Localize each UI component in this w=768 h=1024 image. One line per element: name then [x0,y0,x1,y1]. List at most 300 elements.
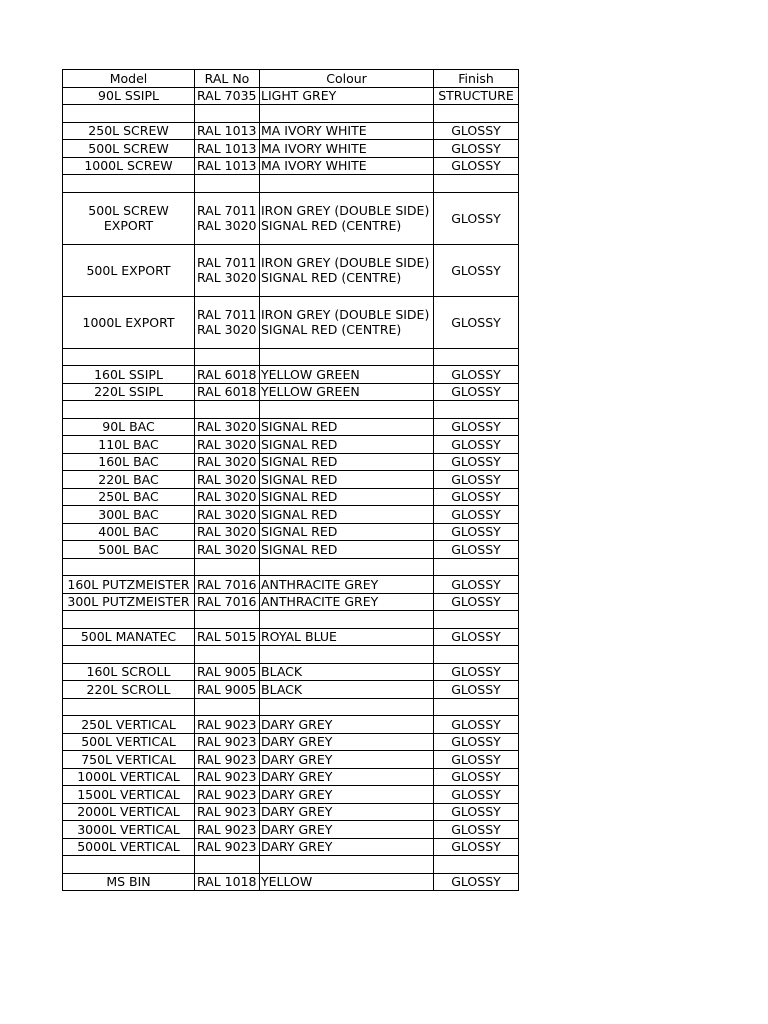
model-cell [63,558,195,576]
colour-cell [260,401,434,419]
colour-cell [260,418,434,436]
colour-cell-line: DARY GREY [261,804,333,820]
table-row [63,576,519,594]
ral-no-cell [195,366,260,384]
table-row [63,821,519,839]
table-row [63,366,519,384]
ral-no-cell-line: RAL 3020 [197,471,257,487]
model-cell [63,105,195,123]
model-cell-line: MS BIN [106,874,151,890]
model-cell [63,383,195,401]
ral-no-cell [195,786,260,804]
colour-cell [260,786,434,804]
colour-cell-line: DARY GREY [261,716,333,732]
ral-no-cell [195,488,260,506]
ral-no-cell [195,348,260,366]
paint-spec-table [62,69,519,891]
ral-no-cell [195,140,260,158]
colour-cell-line: DARY GREY [261,769,333,785]
ral-no-cell [195,87,260,105]
model-cell-line: 300L PUTZMEISTER [67,594,190,610]
finish-cell: GLOSSY [434,541,519,559]
ral-no-cell [195,838,260,856]
ral-no-cell-line: RAL 3020 [197,419,257,435]
table-row [63,192,519,244]
colour-cell [260,698,434,716]
ral-no-cell-line: RAL 3020 [197,506,257,522]
table-row [63,157,519,175]
ral-no-cell-line: RAL 9023 [197,751,257,767]
ral-no-cell-line: RAL 3020 [197,541,257,557]
table-row [63,506,519,524]
spacer-row [63,401,519,419]
colour-cell-line: SIGNAL RED [261,524,338,540]
table-row [63,628,519,646]
ral-no-cell-line: RAL 9023 [197,786,257,802]
model-cell-line: 160L SCROLL [86,664,171,680]
ral-no-cell [195,803,260,821]
ral-no-cell-line: RAL 9023 [197,821,257,837]
model-cell-line: 3000L VERTICAL [77,821,180,837]
ral-no-cell [195,768,260,786]
finish-cell: GLOSSY [434,873,519,891]
ral-no-cell-line: RAL 1013 [197,123,257,139]
ral-no-cell [195,506,260,524]
model-cell-line: EXPORT [103,218,154,233]
ral-no-cell-line: RAL 3020 [197,454,257,470]
table-row [63,768,519,786]
table-row [63,733,519,751]
model-cell [63,821,195,839]
model-cell-line: 250L SCREW [88,123,169,139]
model-cell [63,348,195,366]
model-cell [63,506,195,524]
table-header-row [63,70,519,88]
model-cell [63,541,195,559]
colour-cell [260,751,434,769]
finish-cell [434,646,519,664]
ral-no-cell [195,751,260,769]
ral-no-cell-line: RAL 3020 [197,489,257,505]
colour-cell [260,838,434,856]
model-cell-line: 400L BAC [98,524,159,540]
colour-cell-line: SIGNAL RED [261,471,338,487]
table-row [63,716,519,734]
model-cell [63,576,195,594]
table-row [63,453,519,471]
colour-cell-line: YELLOW GREEN [261,384,360,400]
finish-cell [434,401,519,419]
finish-cell: GLOSSY [434,296,519,348]
ral-no-cell-line: RAL 1018 [197,874,257,890]
colour-cell [260,856,434,874]
colour-cell-line: YELLOW [261,874,313,890]
finish-cell: GLOSSY [434,821,519,839]
ral-no-cell [195,523,260,541]
model-cell [63,786,195,804]
header-finish: Finish [434,70,519,88]
colour-cell [260,506,434,524]
colour-cell-line: DARY GREY [261,751,333,767]
ral-no-cell [195,122,260,140]
model-cell [63,803,195,821]
finish-cell: GLOSSY [434,366,519,384]
model-cell [63,366,195,384]
ral-no-cell [195,453,260,471]
colour-cell-line: ANTHRACITE GREY [261,576,379,592]
table-row [63,593,519,611]
colour-cell-line: MA IVORY WHITE [261,123,367,139]
ral-no-cell [195,821,260,839]
colour-cell [260,471,434,489]
colour-cell [260,348,434,366]
ral-no-cell-line: RAL 3020 [197,524,257,540]
model-cell [63,751,195,769]
ral-no-cell [195,105,260,123]
finish-cell: GLOSSY [434,716,519,734]
ral-no-cell-line: RAL 3020 [197,218,257,233]
colour-cell [260,296,434,348]
colour-cell [260,611,434,629]
model-cell [63,122,195,140]
colour-cell-line: SIGNAL RED [261,454,338,470]
ral-no-cell-line: RAL 3020 [197,436,257,452]
finish-cell: GLOSSY [434,733,519,751]
table-row [63,436,519,454]
model-cell-line: 750L VERTICAL [81,751,176,767]
model-cell [63,523,195,541]
ral-no-cell-line: RAL 9023 [197,716,257,732]
ral-no-cell [195,541,260,559]
finish-cell: GLOSSY [434,593,519,611]
spacer-row [63,558,519,576]
model-cell [63,628,195,646]
model-cell [63,698,195,716]
model-cell-line: 1000L SCREW [84,158,173,174]
model-cell-line: 1000L VERTICAL [77,769,180,785]
model-cell-line: 300L BAC [98,506,159,522]
model-cell-line: 500L VERTICAL [81,734,176,750]
colour-cell-line: DARY GREY [261,839,333,855]
model-cell-line: 220L SSIPL [94,384,163,400]
ral-no-cell-line: RAL 9005 [197,681,257,697]
table-row [63,523,519,541]
finish-cell: GLOSSY [434,418,519,436]
ral-no-cell [195,175,260,193]
colour-cell-line: BLACK [261,664,303,680]
ral-no-cell [195,856,260,874]
model-cell [63,140,195,158]
colour-cell [260,681,434,699]
ral-no-cell [195,646,260,664]
colour-cell-line: YELLOW GREEN [261,366,360,382]
finish-cell: GLOSSY [434,244,519,296]
table-row [63,244,519,296]
model-cell [63,87,195,105]
model-cell-line: 500L BAC [98,541,159,557]
finish-cell: GLOSSY [434,768,519,786]
table-row [63,663,519,681]
ral-no-cell [195,663,260,681]
model-cell-line: 2000L VERTICAL [77,804,180,820]
model-cell [63,838,195,856]
ral-no-cell [195,558,260,576]
ral-no-cell-line: RAL 7011 [197,203,257,218]
model-cell [63,436,195,454]
ral-no-cell-line: RAL 5015 [197,629,257,645]
model-cell-line: 160L BAC [98,454,159,470]
table-row [63,418,519,436]
colour-cell-line: SIGNAL RED [261,436,338,452]
header-colour: Colour [260,70,434,88]
colour-cell [260,192,434,244]
spacer-row [63,856,519,874]
colour-cell [260,541,434,559]
colour-cell-line: DARY GREY [261,821,333,837]
model-cell-line: 110L BAC [98,436,159,452]
colour-cell-line: SIGNAL RED (CENTRE) [261,218,402,233]
model-cell-line: 250L BAC [98,489,159,505]
colour-cell-line: MA IVORY WHITE [261,140,367,156]
ral-no-cell-line: RAL 7016 [197,576,257,592]
ral-no-cell-line: RAL 1013 [197,158,257,174]
finish-cell [434,611,519,629]
ral-no-cell [195,576,260,594]
finish-cell: GLOSSY [434,803,519,821]
table-row [63,751,519,769]
finish-cell [434,175,519,193]
ral-no-cell [195,716,260,734]
finish-cell: GLOSSY [434,523,519,541]
colour-cell [260,803,434,821]
model-cell [63,175,195,193]
spacer-row [63,611,519,629]
colour-cell [260,768,434,786]
finish-cell: GLOSSY [434,506,519,524]
colour-cell-line: DARY GREY [261,734,333,750]
model-cell-line: 90L SSIPL [98,88,159,104]
finish-cell: GLOSSY [434,838,519,856]
ral-no-cell [195,192,260,244]
ral-no-cell [195,681,260,699]
model-cell-line: 220L BAC [98,471,159,487]
ral-no-cell-line: RAL 9005 [197,664,257,680]
finish-cell: GLOSSY [434,488,519,506]
finish-cell: GLOSSY [434,383,519,401]
colour-cell-line: LIGHT GREY [261,88,337,104]
model-cell-line: 1000L EXPORT [82,314,175,330]
ral-no-cell-line: RAL 6018 [197,384,257,400]
model-cell [63,453,195,471]
table-row [63,873,519,891]
model-cell-line: 250L VERTICAL [81,716,176,732]
ral-no-cell [195,733,260,751]
ral-no-cell [195,244,260,296]
ral-no-cell [195,628,260,646]
ral-no-cell-line: RAL 9023 [197,734,257,750]
model-cell [63,192,195,244]
finish-cell: GLOSSY [434,471,519,489]
ral-no-cell [195,436,260,454]
colour-cell [260,140,434,158]
colour-cell [260,175,434,193]
model-cell [63,663,195,681]
spacer-row [63,175,519,193]
table-row [63,803,519,821]
ral-no-cell [195,873,260,891]
finish-cell: GLOSSY [434,751,519,769]
colour-cell-line: ROYAL BLUE [261,629,337,645]
table-row [63,383,519,401]
ral-no-cell-line: RAL 3020 [197,322,257,337]
colour-cell [260,593,434,611]
model-cell [63,716,195,734]
spacer-row [63,698,519,716]
colour-cell-line: SIGNAL RED [261,541,338,557]
colour-cell [260,157,434,175]
colour-cell [260,716,434,734]
colour-cell-line: ANTHRACITE GREY [261,594,379,610]
finish-cell: GLOSSY [434,576,519,594]
colour-cell-line: SIGNAL RED [261,419,338,435]
model-cell-line: 500L MANATEC [80,629,177,645]
ral-no-cell-line: RAL 1013 [197,140,257,156]
finish-cell [434,105,519,123]
ral-no-cell-line: RAL 7011 [197,255,257,270]
finish-cell: GLOSSY [434,453,519,471]
finish-cell [434,856,519,874]
ral-no-cell-line: RAL 9023 [197,804,257,820]
header-model: Model [63,70,195,88]
table-row [63,681,519,699]
colour-cell-line: SIGNAL RED (CENTRE) [261,270,402,285]
finish-cell: GLOSSY [434,157,519,175]
colour-cell [260,488,434,506]
table-row [63,140,519,158]
model-cell [63,244,195,296]
colour-cell [260,733,434,751]
ral-no-cell-line: RAL 9023 [197,769,257,785]
model-cell [63,856,195,874]
colour-cell [260,244,434,296]
ral-no-cell [195,157,260,175]
colour-cell [260,453,434,471]
finish-cell: GLOSSY [434,663,519,681]
colour-cell-line: BLACK [261,681,303,697]
spacer-row [63,105,519,123]
colour-cell [260,821,434,839]
table-row [63,488,519,506]
ral-no-cell [195,401,260,419]
ral-no-cell-line: RAL 7016 [197,594,257,610]
model-cell-line: 500L EXPORT [86,262,171,278]
colour-cell-line: SIGNAL RED [261,489,338,505]
table-row [63,296,519,348]
spacer-row [63,646,519,664]
ral-no-cell-line: RAL 7035 [197,88,257,104]
colour-cell-line: IRON GREY (DOUBLE SIDE) [261,255,430,270]
colour-cell-line: DARY GREY [261,786,333,802]
finish-cell [434,348,519,366]
colour-cell [260,558,434,576]
ral-no-cell [195,418,260,436]
colour-cell [260,646,434,664]
model-cell [63,488,195,506]
model-cell [63,593,195,611]
colour-cell [260,576,434,594]
colour-cell-line: MA IVORY WHITE [261,158,367,174]
finish-cell: GLOSSY [434,681,519,699]
colour-cell [260,105,434,123]
model-cell [63,471,195,489]
ral-no-cell [195,593,260,611]
finish-cell: GLOSSY [434,122,519,140]
colour-cell-line: SIGNAL RED [261,506,338,522]
colour-cell-line: SIGNAL RED (CENTRE) [261,322,402,337]
colour-cell [260,122,434,140]
model-cell [63,611,195,629]
finish-cell: GLOSSY [434,436,519,454]
model-cell [63,401,195,419]
finish-cell: STRUCTURE [434,87,519,105]
table-row [63,838,519,856]
table-row [63,541,519,559]
ral-no-cell [195,383,260,401]
finish-cell: GLOSSY [434,786,519,804]
model-cell-line: 5000L VERTICAL [77,839,180,855]
model-cell-line: 500L SCREW [88,203,169,218]
colour-cell [260,663,434,681]
colour-cell [260,366,434,384]
ral-no-cell [195,296,260,348]
colour-cell [260,436,434,454]
ral-no-cell-line: RAL 7011 [197,307,257,322]
spacer-row [63,348,519,366]
colour-cell-line: IRON GREY (DOUBLE SIDE) [261,203,430,218]
model-cell [63,768,195,786]
model-cell [63,873,195,891]
colour-cell [260,873,434,891]
ral-no-cell-line: RAL 3020 [197,270,257,285]
model-cell [63,681,195,699]
model-cell [63,646,195,664]
ral-no-cell-line: RAL 6018 [197,366,257,382]
ral-no-cell-line: RAL 9023 [197,839,257,855]
table-row [63,122,519,140]
finish-cell: GLOSSY [434,140,519,158]
finish-cell: GLOSSY [434,628,519,646]
ral-no-cell [195,471,260,489]
model-cell [63,733,195,751]
colour-cell [260,628,434,646]
table-row [63,786,519,804]
model-cell-line: 500L SCREW [88,140,169,156]
finish-cell [434,698,519,716]
finish-cell: GLOSSY [434,192,519,244]
model-cell-line: 220L SCROLL [86,681,171,697]
model-cell [63,418,195,436]
ral-no-cell [195,611,260,629]
header-ral-no: RAL No [195,70,260,88]
model-cell [63,296,195,348]
ral-no-cell [195,698,260,716]
colour-cell-line: IRON GREY (DOUBLE SIDE) [261,307,430,322]
table-row [63,87,519,105]
colour-cell [260,383,434,401]
table-row [63,471,519,489]
colour-cell [260,523,434,541]
model-cell-line: 160L SSIPL [94,366,163,382]
